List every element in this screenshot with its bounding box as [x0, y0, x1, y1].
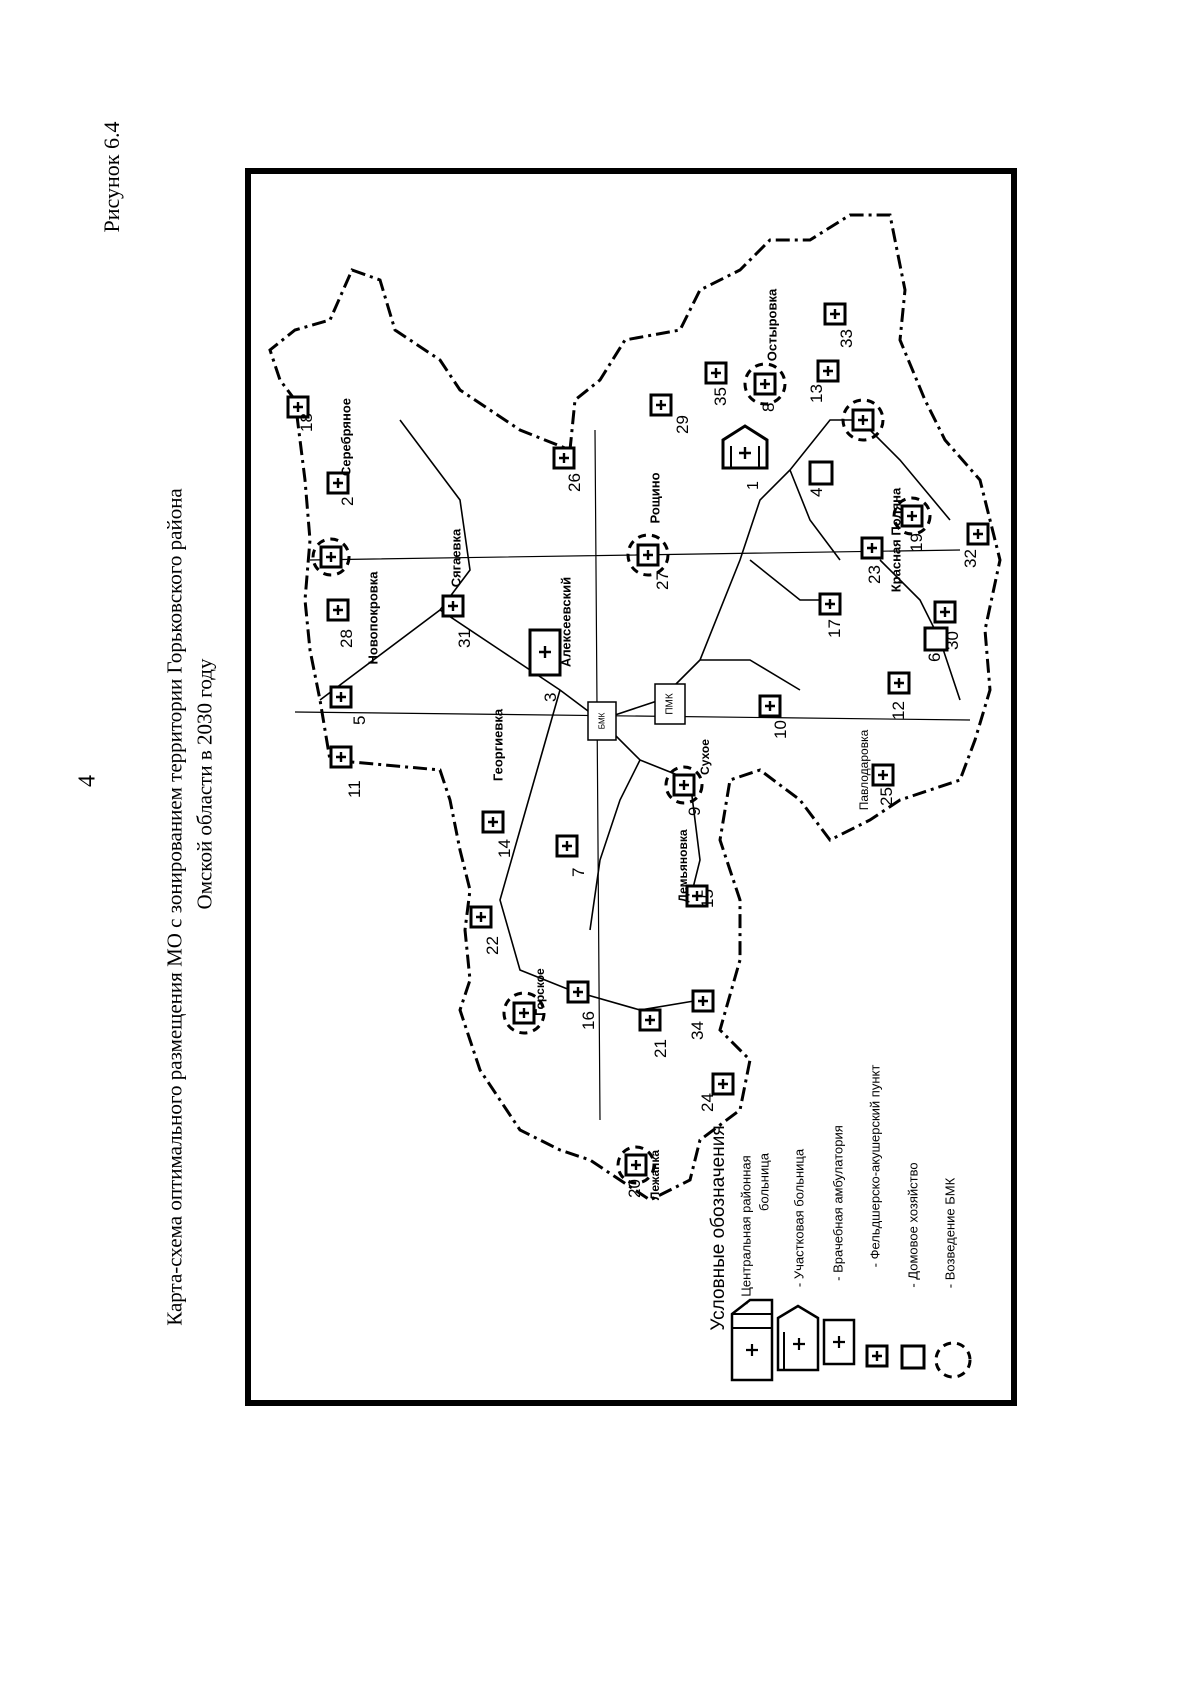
- fap-marker: [328, 600, 348, 620]
- svg-text:18: 18: [297, 413, 316, 432]
- fap-marker: [557, 836, 577, 856]
- svg-text:7: 7: [569, 867, 588, 877]
- svg-text:11: 11: [345, 780, 364, 798]
- place-alekseevsky: Алексеевский: [558, 576, 574, 668]
- fap-marker: [626, 1155, 646, 1175]
- legend-title: Условные обозначения: [708, 1125, 729, 1331]
- legend-fap-icon: [867, 1346, 887, 1366]
- map-title-line-2: Омской области в 2030 году: [192, 658, 217, 910]
- fap-marker: [968, 524, 988, 544]
- svg-text:31: 31: [455, 629, 474, 648]
- place-gorskoe: Горское: [533, 968, 547, 1016]
- legend-district-hospital-icon: [778, 1306, 818, 1370]
- svg-text:8: 8: [759, 402, 778, 412]
- svg-text:6: 6: [925, 652, 944, 662]
- svg-text:12: 12: [889, 701, 908, 720]
- svg-text:9: 9: [685, 806, 704, 816]
- place-serebryanoe: Серебряное: [338, 397, 354, 477]
- fap-marker: [873, 765, 893, 785]
- svg-text:20: 20: [625, 1179, 644, 1198]
- central-district-hospital-marker: [723, 426, 767, 468]
- svg-text:23: 23: [865, 565, 884, 584]
- legend-household-icon: [902, 1346, 924, 1368]
- svg-text:14: 14: [495, 839, 514, 858]
- fap-marker: [706, 363, 726, 383]
- svg-text:30: 30: [943, 631, 962, 650]
- legend-symbols: [732, 1300, 970, 1380]
- fap-marker: [862, 538, 882, 558]
- fap-markers: [288, 304, 988, 1175]
- svg-text:26: 26: [565, 473, 584, 492]
- bmk-box-label: БМК: [597, 712, 607, 730]
- place-sukhoe: Сухое: [698, 739, 712, 775]
- svg-text:15: 15: [698, 889, 717, 908]
- place-georgievka: Георгиевка: [490, 708, 506, 782]
- svg-text:17: 17: [825, 619, 844, 638]
- fap-marker: [760, 696, 780, 716]
- svg-text:35: 35: [711, 387, 730, 406]
- fap-marker: [820, 594, 840, 614]
- legend-item-bmk: - Возведение БМК: [942, 1177, 958, 1289]
- svg-text:28: 28: [337, 629, 356, 648]
- svg-text:13: 13: [807, 384, 826, 403]
- fap-marker: [638, 545, 658, 565]
- svg-text:22: 22: [483, 936, 502, 955]
- fap-marker: [755, 374, 775, 394]
- svg-text:24: 24: [698, 1093, 717, 1112]
- legend-item-ambulatory: - Врачебная амбулатория: [830, 1125, 846, 1281]
- fap-marker: [443, 596, 463, 616]
- place-novopokrovka: Новопокровка: [365, 571, 381, 665]
- fap-marker: [554, 448, 574, 468]
- fap-marker: [514, 1003, 534, 1023]
- legend-item-household: - Домовое хозяйство: [905, 1162, 921, 1288]
- legend-crh-icon: [732, 1300, 772, 1380]
- fap-marker: [331, 687, 351, 707]
- svg-text:4: 4: [807, 487, 826, 497]
- legend-ambulatory-icon: [824, 1320, 854, 1364]
- legend-bmk-icon: [936, 1343, 970, 1377]
- fap-marker: [935, 602, 955, 622]
- fap-marker: [902, 506, 922, 526]
- fap-marker: [321, 547, 341, 567]
- svg-text:25: 25: [877, 787, 896, 806]
- pmk-box-label: ПМК: [664, 693, 676, 715]
- svg-text:2: 2: [338, 496, 357, 506]
- svg-text:21: 21: [651, 1039, 670, 1058]
- place-demyanovka: Демьяновка: [676, 829, 690, 903]
- district-hospital-marker: [530, 630, 560, 675]
- svg-text:16: 16: [579, 1011, 598, 1030]
- place-krasnaya-polyana: Красная Поляна: [888, 487, 904, 593]
- fap-marker: [674, 775, 694, 795]
- fap-marker: [825, 304, 845, 324]
- svg-text:3: 3: [541, 692, 560, 702]
- legend-item-crh-line1: - Центральная районная: [738, 1155, 754, 1305]
- fap-marker: [853, 410, 873, 430]
- svg-text:5: 5: [350, 715, 369, 725]
- svg-text:29: 29: [673, 415, 692, 434]
- fap-marker: [331, 747, 351, 767]
- page-number: 4: [74, 775, 101, 787]
- place-syagaevka: Сягаевка: [448, 528, 464, 588]
- roads: [320, 420, 960, 1010]
- marker-number: 1: [745, 481, 762, 490]
- place-pavlodarovka: Павлодаровка: [857, 729, 871, 811]
- svg-text:19: 19: [907, 533, 926, 552]
- place-ostyrovka: Остыровка: [764, 288, 780, 362]
- svg-text:34: 34: [688, 1021, 707, 1040]
- fap-marker: [818, 361, 838, 381]
- svg-text:10: 10: [771, 720, 790, 739]
- svg-text:32: 32: [961, 549, 980, 568]
- map-title-line-1: Карта-схема оптимального размещения МО с зонированием территории Горьковского района: [162, 488, 187, 1326]
- figure-label: Рисунок 6.4: [99, 121, 124, 233]
- fap-marker: [693, 991, 713, 1011]
- fap-marker: [483, 812, 503, 832]
- fap-marker: [471, 907, 491, 927]
- place-lezhanka: Лежанка: [648, 1149, 662, 1201]
- fap-marker: [568, 982, 588, 1002]
- fap-marker: [889, 673, 909, 693]
- household-marker: [810, 462, 832, 484]
- legend-item-crh-line2: больница: [756, 1153, 772, 1211]
- svg-text:33: 33: [837, 329, 856, 348]
- fap-marker: [713, 1074, 733, 1094]
- place-roshchino: Рощино: [647, 472, 663, 524]
- bmk-circles: [313, 364, 930, 1183]
- fap-marker: [640, 1010, 660, 1030]
- fap-marker: [651, 395, 671, 415]
- svg-text:27: 27: [653, 571, 672, 590]
- legend-item-fap: - Фельдшерско-акушерский пункт: [867, 1064, 883, 1268]
- legend-item-district-hospital: - Участковая больница: [791, 1148, 807, 1288]
